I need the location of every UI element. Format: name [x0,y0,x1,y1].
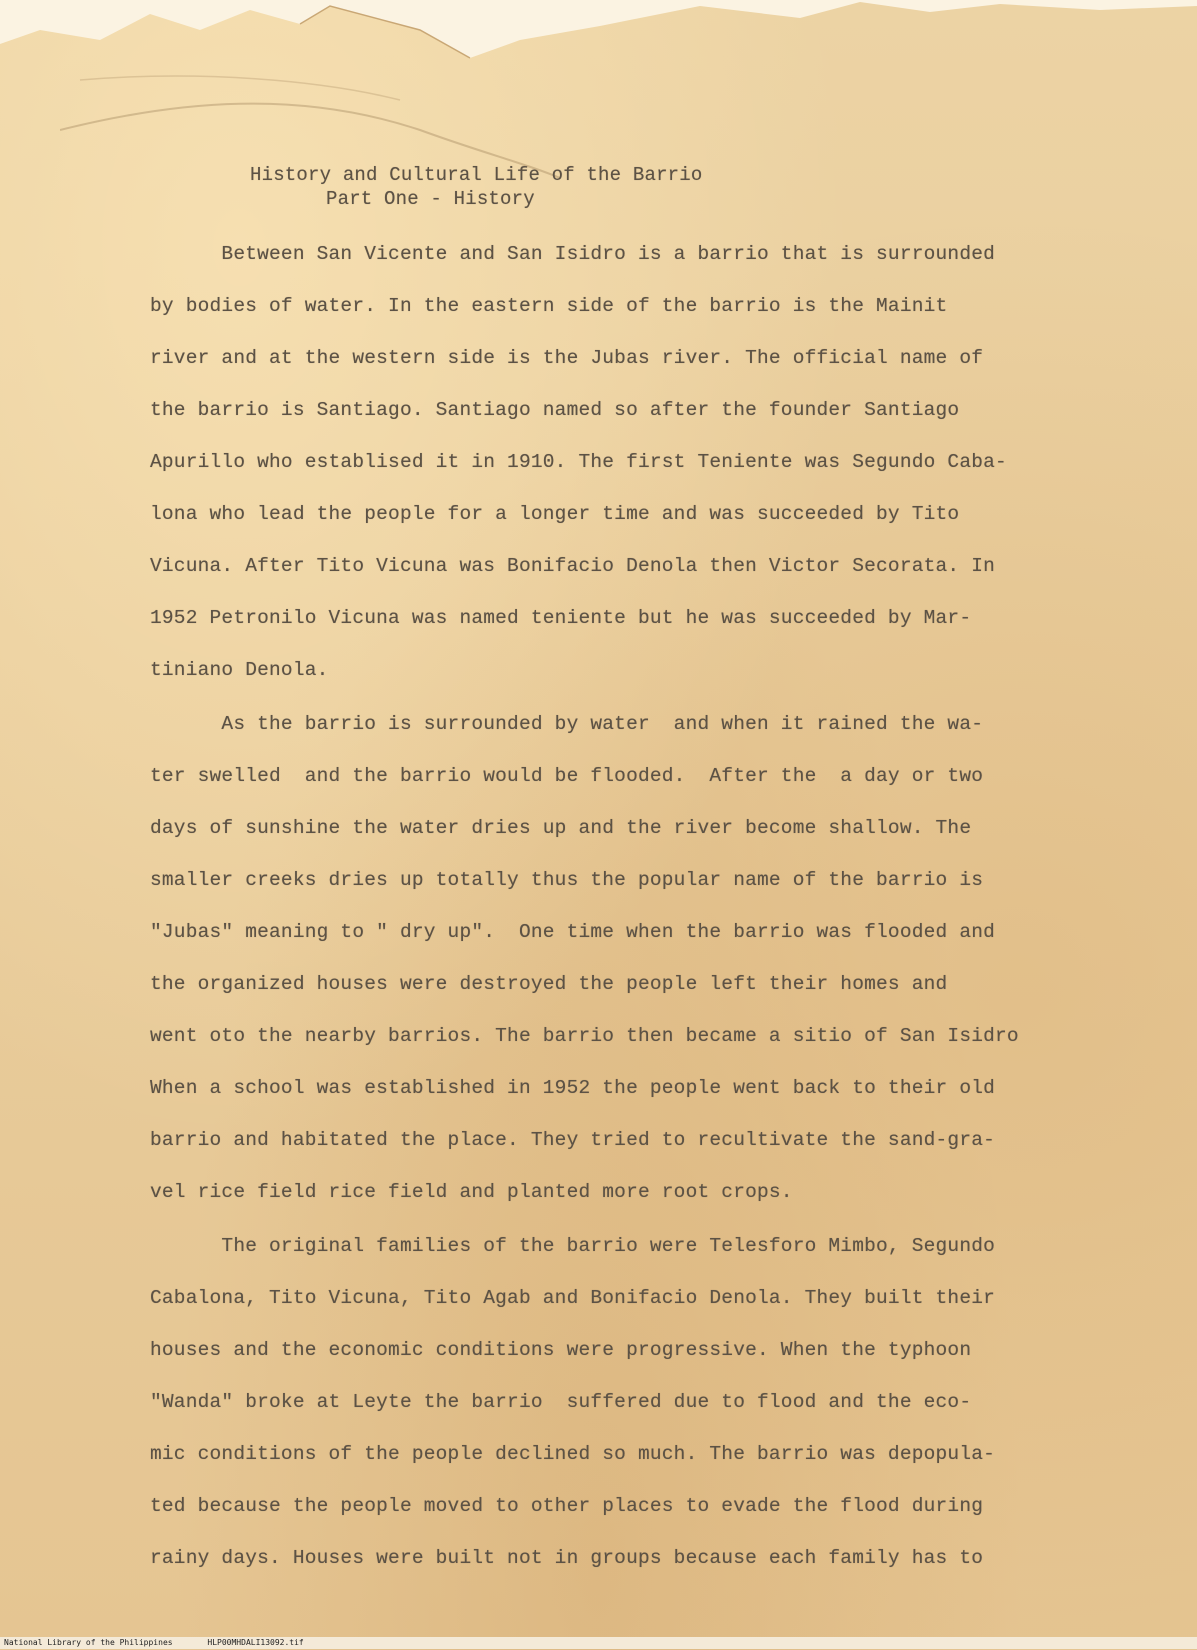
document-body [150,228,1150,1584]
text-line: rainy days. Houses were built not in groups because each family has to [150,1547,984,1569]
text-line: ted because the people moved to other places to evade the flood during [150,1495,984,1517]
text-line: houses and the economic conditions were progressive. When the typhoon [150,1339,972,1361]
text-line: The original families of the barrio were Telesforo Mimbo, Segundo [150,1235,996,1257]
text-line: "Wanda" broke at Leyte the barrio suffered due to flood and the eco- [150,1391,972,1413]
text-line: smaller creeks dries up totally thus the popular name of the barrio is [150,869,984,891]
text-line: the organized houses were destroyed the people left their homes and [150,973,948,995]
text-line: river and at the western side is the Jubas river. The official name of [150,347,984,369]
text-line: days of sunshine the water dries up and the river become shallow. The [150,817,972,839]
text-line: Apurillo who establised it in 1910. The first Teniente was Segundo Caba- [150,451,1007,473]
paragraph-3 [150,1220,1150,1584]
document-title [250,163,850,211]
text-line: tiniano Denola. [150,659,329,681]
footer-library: National Library of the Philippines [4,1638,173,1647]
text-line: the barrio is Santiago. Santiago named so after the founder Santiago [150,399,960,421]
text-line: As the barrio is surrounded by water and when it rained the wa- [150,713,984,735]
text-line: went oto the nearby barrios. The barrio then became a sitio of San Isidro [150,1025,1019,1047]
title-line-1: History and Cultural Life of the Barrio [250,164,703,186]
text-line: ter swelled and the barrio would be flooded. After the a day or two [150,765,984,787]
paper-crease [60,60,560,180]
footer-file-id: HLP00MHDALI13092.tif [207,1638,304,1647]
text-line: barrio and habitated the place. They tried to recultivate the sand-gra- [150,1129,996,1151]
text-line: Between San Vicente and San Isidro is a barrio that is surrounded [150,243,996,265]
text-line: "Jubas" meaning to " dry up". One time when the barrio was flooded and [150,921,996,943]
text-line: lona who lead the people for a longer time and was succeeded by Tito [150,503,960,525]
text-line: mic conditions of the people declined so much. The barrio was depopula- [150,1443,996,1465]
paragraph-1 [150,228,1150,696]
text-line: Cabalona, Tito Vicuna, Tito Agab and Bonifacio Denola. They built their [150,1287,996,1309]
text-line: by bodies of water. In the eastern side of the barrio is the Mainit [150,295,948,317]
text-line: When a school was established in 1952 the people went back to their old [150,1077,996,1099]
scan-footer [0,1637,1197,1649]
text-line: vel rice field rice field and planted more root crops. [150,1181,793,1203]
title-line-2: Part One - History [326,188,535,210]
text-line: Vicuna. After Tito Vicuna was Bonifacio Denola then Victor Secorata. In [150,555,996,577]
text-line: 1952 Petronilo Vicuna was named teniente but he was succeeded by Mar- [150,607,972,629]
torn-top-edge [0,0,1197,60]
paragraph-2 [150,698,1150,1218]
